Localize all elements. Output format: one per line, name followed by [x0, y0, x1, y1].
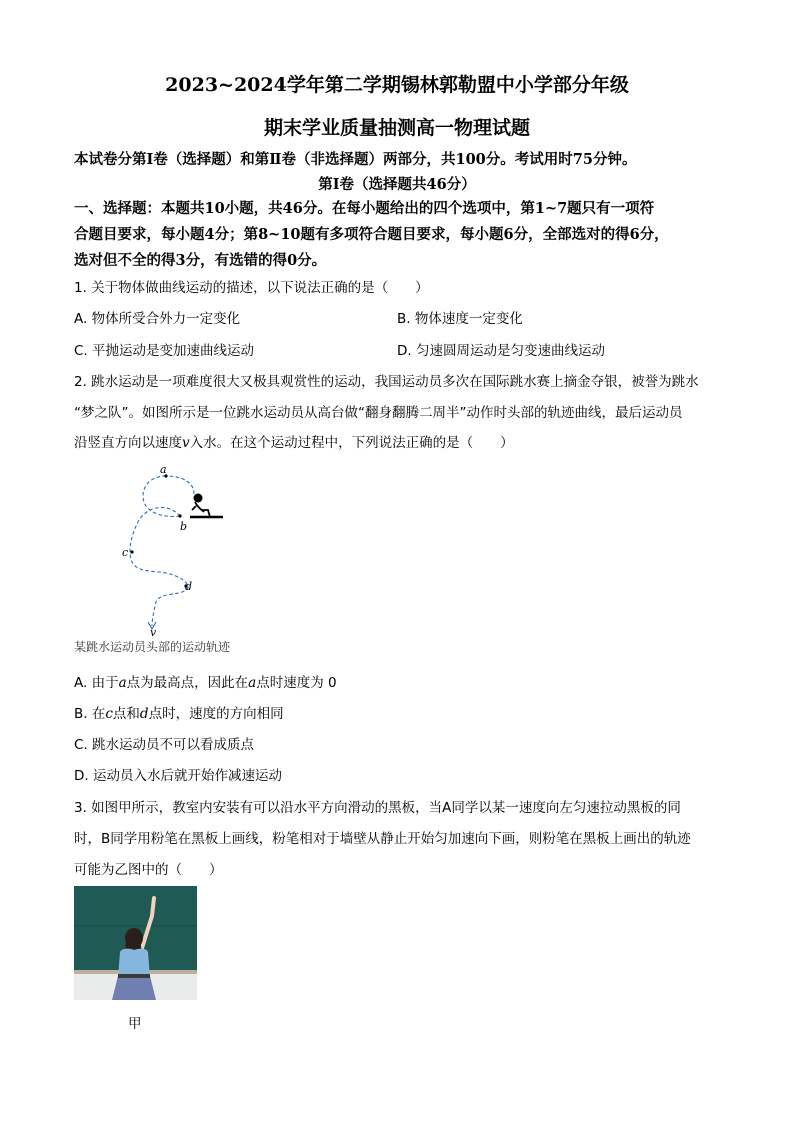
figure-caption: 某跳水运动员头部的运动轨迹	[74, 640, 231, 654]
label-v: v	[150, 626, 157, 637]
q3-line2: 时，B同学用粉笔在黑板上画线，粉笔相对于墙壁从静止开始匀加速向下画，则粉笔在黑板上画出的轨迹	[74, 831, 691, 847]
point-b	[178, 514, 181, 517]
section1-line2: 合题目要求，每小题4分；第8~10题有多项符合题目要求，每小题6分，全部选对的得6分，	[74, 226, 669, 243]
q1-option-d: D. 匀速圆周运动是匀变速曲线运动	[397, 343, 605, 359]
q1-option-b: B. 物体速度一定变化	[397, 311, 523, 327]
q2-option-c: C. 跳水运动员不可以看成质点	[74, 737, 255, 753]
exam-intro: 本试卷分第Ⅰ卷（选择题）和第Ⅱ卷（非选择题）两部分，共100分。考试用时75分钟。	[74, 151, 637, 168]
label-a: a	[160, 463, 167, 476]
trajectory-segment-a-b	[143, 476, 180, 516]
part1-header: 第Ⅰ卷（选择题共46分）	[318, 176, 476, 193]
q3-line3: 可能为乙图中的（ ）	[74, 862, 223, 878]
q1-stem: 1. 关于物体做曲线运动的描述，以下说法正确的是（ ）	[74, 280, 429, 296]
q2-line2: “梦之队”。如图所示是一位跳水运动员从高台做“翻身翻腾二周半”动作时头部的轨迹曲线，最后运动员	[74, 405, 683, 421]
label-d: d	[185, 580, 193, 593]
section1-line1: 一、选择题：本题共10小题，共46分。在每小题给出的四个选项中，第1~7题只有一项符	[74, 200, 655, 217]
q3-line1: 3. 如图甲所示，教室内安装有可以沿水平方向滑动的黑板，当A同学以某一速度向左匀速拉动黑板的同	[74, 800, 681, 816]
diving-trajectory-figure	[110, 462, 240, 637]
label-b: b	[180, 520, 188, 533]
q1-option-a: A. 物体所受合外力一定变化	[74, 311, 241, 327]
photo-caption: 甲	[128, 1016, 142, 1032]
q2-option-d: D. 运动员入水后就开始作减速运动	[74, 768, 282, 784]
diver-icon	[192, 494, 210, 518]
trajectory-segment-diver-a	[166, 476, 194, 494]
q1-option-c: C. 平抛运动是变加速曲线运动	[74, 343, 255, 359]
q2-line1: 2. 跳水运动是一项难度很大又极具观赏性的运动，我国运动员多次在国际跳水赛上摘金夺银，被誉为跳水	[74, 374, 699, 390]
q2-line3: 沿竖直方向以速度v入水。在这个运动过程中，下列说法正确的是（ ）	[74, 435, 514, 451]
q2-option-b: B. 在c点和d点时，速度的方向相同	[74, 706, 284, 722]
blackboard-photo	[74, 886, 197, 1000]
label-c: c	[122, 546, 129, 559]
exam-title-line1: 2023~2024学年第二学期锡林郭勒盟中小学部分年级	[165, 74, 629, 96]
section1-line3: 选对但不全的得3分，有选错的得0分。	[74, 252, 327, 269]
exam-title-line2: 期末学业质量抽测高一物理试题	[263, 117, 530, 139]
q2-option-a: A. 由于a点为最高点，因此在a点时速度为 0	[74, 675, 337, 691]
point-c	[130, 550, 133, 553]
